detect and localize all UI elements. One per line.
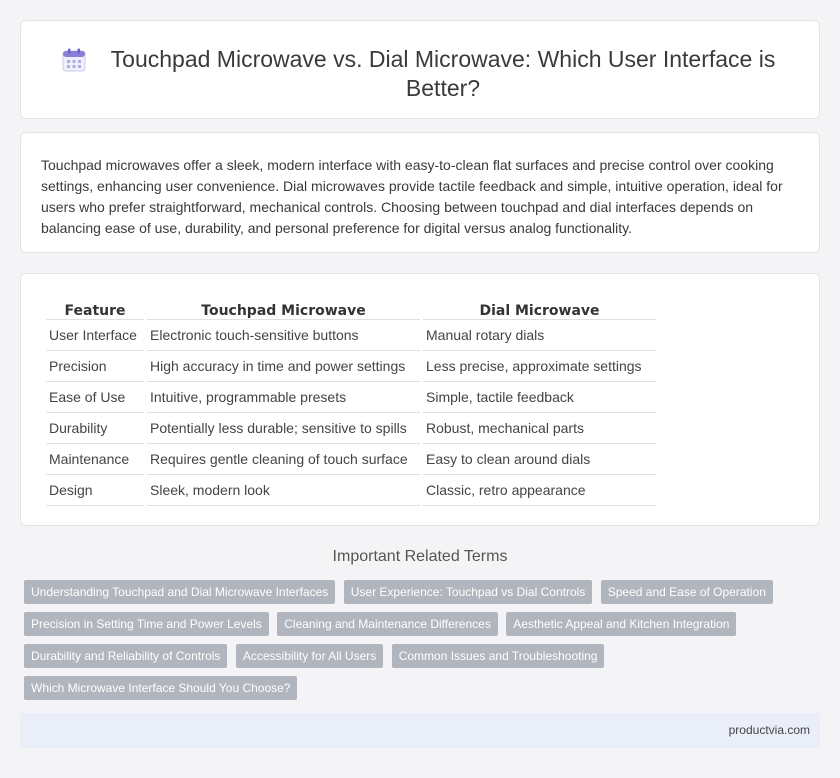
intro-card (20, 132, 820, 253)
table-row (46, 444, 656, 475)
related-term-tag[interactable]: Understanding Touchpad and Dial Microwave Interfaces (24, 580, 335, 604)
related-term-tag[interactable]: Common Issues and Troubleshooting (392, 644, 605, 668)
table-header-row (46, 298, 656, 320)
related-term-tag[interactable]: User Experience: Touchpad vs Dial Controls (344, 580, 593, 604)
footer-site-link[interactable]: productvia.com (728, 723, 810, 737)
table-cell: High accuracy in time and power settings (147, 351, 420, 382)
comparison-card (20, 273, 820, 526)
table-cell: Easy to clean around dials (423, 444, 656, 475)
table-row (46, 382, 656, 413)
table-cell: Intuitive, programmable presets (147, 382, 420, 413)
table-cell: Maintenance (46, 444, 144, 475)
related-term-tag[interactable]: Which Microwave Interface Should You Choose? (24, 676, 297, 700)
table-cell: User Interface (46, 320, 144, 351)
column-header: Touchpad Microwave (147, 298, 420, 320)
related-term-tag[interactable]: Durability and Reliability of Controls (24, 644, 227, 668)
column-header: Feature (46, 298, 144, 320)
footer (20, 713, 820, 748)
related-terms-tags (24, 580, 804, 708)
table-row (46, 320, 656, 351)
table-cell: Simple, tactile feedback (423, 382, 656, 413)
related-terms-title: Important Related Terms (332, 548, 508, 565)
related-term-tag[interactable]: Speed and Ease of Operation (601, 580, 773, 604)
calendar-icon (61, 47, 87, 73)
table-cell: Less precise, approximate settings (423, 351, 656, 382)
page-title: Touchpad Microwave vs. Dial Microwave: Which User Interface is Better? (110, 46, 776, 101)
table-cell: Requires gentle cleaning of touch surface (147, 444, 420, 475)
column-header: Dial Microwave (423, 298, 656, 320)
table-cell: Design (46, 475, 144, 506)
table-cell: Ease of Use (46, 382, 144, 413)
table-cell: Classic, retro appearance (423, 475, 656, 506)
table-row (46, 413, 656, 444)
comparison-table (43, 298, 659, 506)
table-cell: Sleek, modern look (147, 475, 420, 506)
intro-paragraph: Touchpad microwaves offer a sleek, modern interface with easy-to-clean flat surfaces and precise control over cooking settings, enhancing user convenience. Dial microwaves provide tactile feedback and simple, intuitive operation, ideal for users who prefer straightforward, mechanical controls. Choosing between touchpad and dial interfaces depends on balancing ease of use, durability, and personal preference for digital versus analog functionality. (41, 157, 783, 236)
header-card (20, 20, 820, 119)
table-row (46, 475, 656, 506)
table-cell: Manual rotary dials (423, 320, 656, 351)
table-cell: Durability (46, 413, 144, 444)
table-cell: Robust, mechanical parts (423, 413, 656, 444)
table-row (46, 351, 656, 382)
table-cell: Electronic touch-sensitive buttons (147, 320, 420, 351)
table-cell: Potentially less durable; sensitive to spills (147, 413, 420, 444)
related-term-tag[interactable]: Cleaning and Maintenance Differences (277, 612, 498, 636)
table-cell: Precision (46, 351, 144, 382)
related-term-tag[interactable]: Accessibility for All Users (236, 644, 383, 668)
related-term-tag[interactable]: Precision in Setting Time and Power Levels (24, 612, 269, 636)
related-term-tag[interactable]: Aesthetic Appeal and Kitchen Integration (506, 612, 736, 636)
